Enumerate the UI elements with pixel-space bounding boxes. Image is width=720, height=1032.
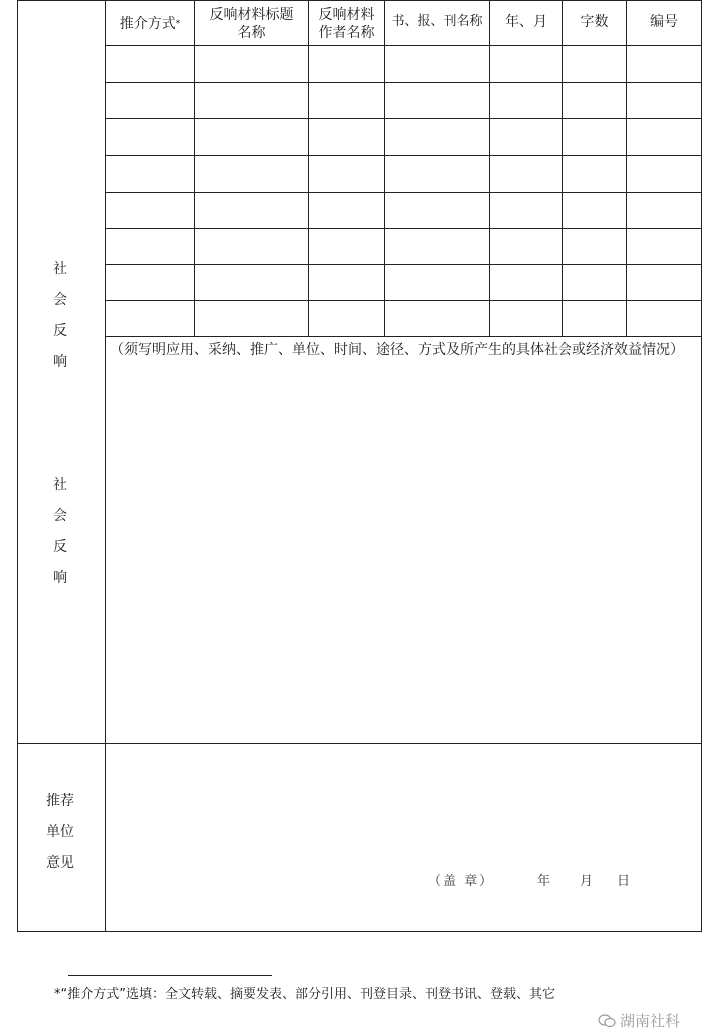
- section-top-char: 社: [53, 261, 67, 277]
- header-date-label: 年、月: [505, 14, 547, 30]
- header-date: [490, 2, 562, 42]
- header-title-line2: 名称: [237, 24, 266, 41]
- section-top-char: 响: [53, 354, 67, 370]
- section-label-mid: [50, 470, 70, 594]
- col-line-5: [562, 0, 563, 337]
- recommend-label: [40, 786, 80, 879]
- section-top-char: 反: [53, 323, 67, 339]
- wechat-icon: [598, 1014, 616, 1028]
- header-author-line1: 反响材料: [318, 6, 375, 23]
- seal-label: （盖 章）: [428, 874, 495, 889]
- section-top-char: 会: [53, 292, 67, 308]
- header-number: [627, 2, 701, 42]
- watermark-text: 湖南社科: [620, 1012, 681, 1030]
- month-label: 月: [580, 874, 596, 889]
- header-words: [563, 2, 626, 42]
- recommend-label-line: 意见: [46, 855, 74, 871]
- header-words-label: 字数: [580, 14, 609, 30]
- section-label-top: [50, 254, 70, 378]
- frame-right: [701, 0, 702, 932]
- day-label: 日: [617, 874, 633, 889]
- header-method: 推介方式 *: [119, 15, 181, 32]
- watermark: [598, 1010, 680, 1031]
- header-title: [195, 2, 308, 45]
- frame-top: [17, 0, 702, 1]
- year-label: 年: [537, 874, 553, 889]
- section-mid-char: 会: [53, 508, 67, 524]
- col-line-2: [308, 0, 309, 337]
- header-publication-label: 书、报、刊名称: [391, 14, 483, 29]
- recommend-label-line: 推荐: [46, 793, 74, 809]
- col-line-1: [194, 0, 195, 337]
- frame-left: [17, 0, 18, 932]
- recommend-divider: [17, 743, 702, 744]
- recommend-label-line: 单位: [46, 824, 74, 840]
- footnote-rule: [68, 975, 272, 976]
- header-method-label: 推介方式: [119, 15, 176, 32]
- section-mid-char: 反: [53, 539, 67, 555]
- section-mid-char: 响: [53, 570, 67, 586]
- header-author-line2: 作者名称: [318, 24, 375, 41]
- footnote: *“推介方式”选填：全文转载、摘要发表、部分引用、刊登目录、刊登书讯、登载、其它: [54, 987, 555, 1002]
- inner-left: [105, 0, 106, 932]
- header-number-label: 编号: [650, 14, 678, 30]
- col-line-3: [384, 0, 385, 337]
- col-line-4: [489, 0, 490, 337]
- col-line-6: [626, 0, 627, 337]
- impact-note: （须写明应用、采纳、推广、单位、时间、途径、方式及所产生的具体社会或经济效益情况）: [110, 342, 684, 358]
- header-publication: [385, 2, 489, 42]
- header-title-line1: 反响材料标题: [209, 6, 294, 23]
- frame-bottom: [17, 931, 702, 932]
- header-author: [309, 2, 384, 45]
- section-mid-char: 社: [53, 477, 67, 493]
